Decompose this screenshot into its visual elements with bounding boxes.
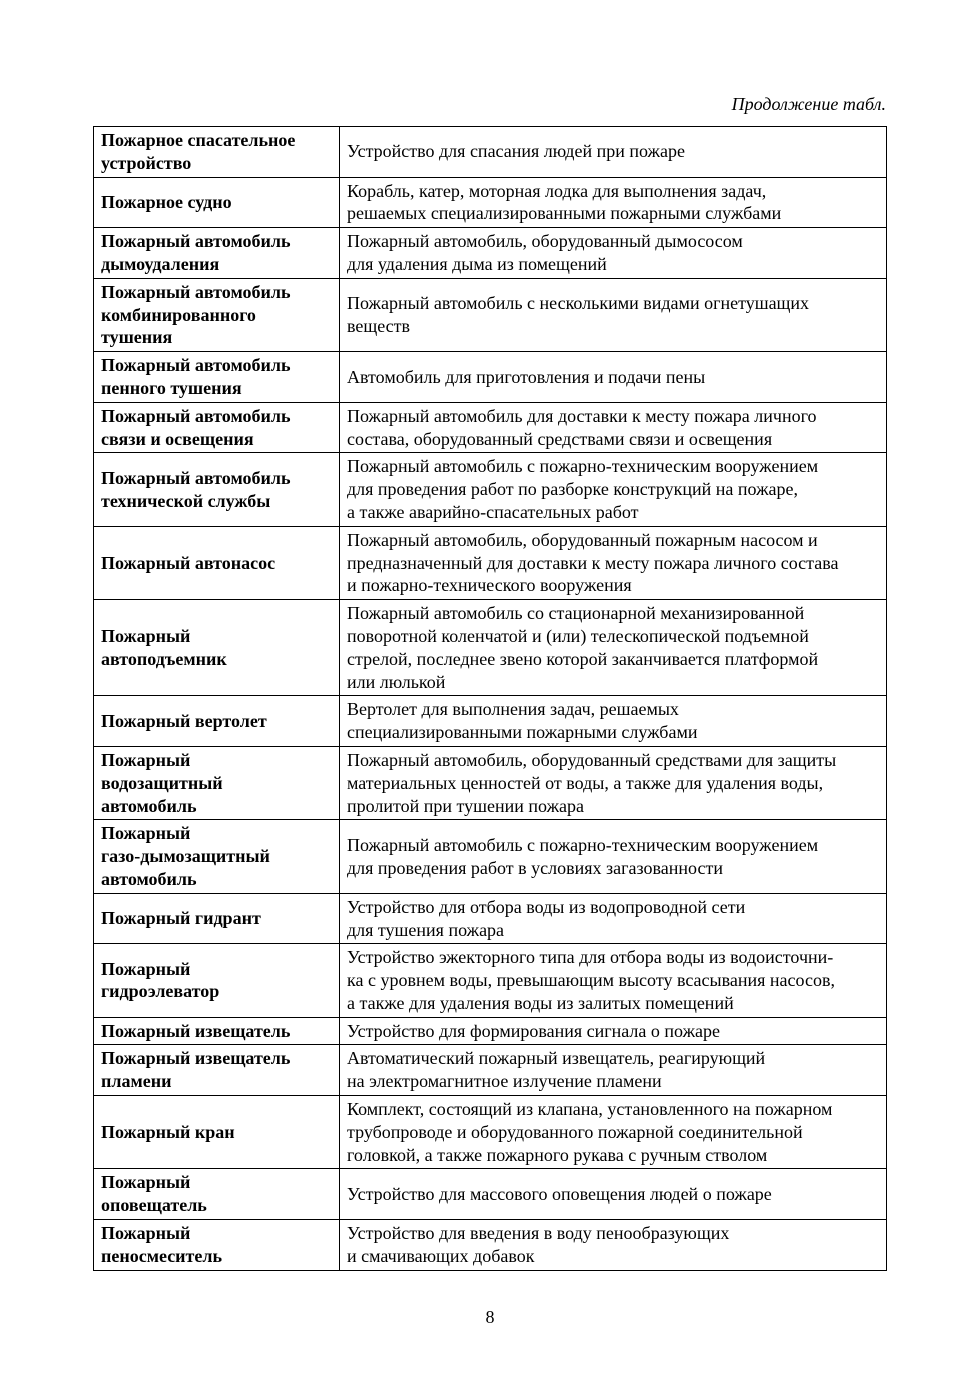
table-row [94, 453, 887, 526]
term-line: Пожарный [101, 749, 191, 770]
term-cell [94, 453, 340, 526]
term-line: Пожарный автомобиль [101, 405, 291, 426]
definition-line: головкой, а также пожарного рукава с ручным стволом [347, 1144, 768, 1165]
term-line: Пожарный [101, 1172, 191, 1193]
definition-cell [340, 352, 887, 403]
table-continuation-caption: Продолжение табл. [731, 94, 886, 114]
term-cell [94, 944, 340, 1017]
term-cell [94, 820, 340, 893]
term-line: Пожарный гидрант [101, 908, 261, 929]
term-line: пенного тушения [101, 377, 242, 398]
term-line: Пожарный извещатель [101, 1020, 291, 1041]
definition-line: для проведения работ в условиях загазованности [347, 857, 723, 878]
term-line: Пожарный автомобиль [101, 231, 291, 252]
definition-cell [340, 526, 887, 599]
term-line: Пожарное спасательное [101, 130, 296, 150]
definition-line: Пожарный автомобиль с пожарно-техническим вооружением [347, 834, 819, 855]
table-row [94, 526, 887, 599]
term-line: Пожарный [101, 823, 191, 844]
term-line: Пожарный автомобиль [101, 467, 291, 488]
term-line: Пожарный кран [101, 1121, 235, 1142]
definition-line: Корабль, катер, моторная лодка для выполнения задач, [347, 180, 767, 201]
definition-cell [340, 1096, 887, 1169]
definition-line: Комплект, состоящий из клапана, установленного на пожарном [347, 1099, 833, 1120]
table-row [94, 893, 887, 944]
term-cell [94, 1220, 340, 1271]
term-line: пламени [101, 1071, 172, 1092]
term-line: автомобиль [101, 868, 197, 889]
definition-line: состава, оборудованный средствами связи и освещения [347, 428, 773, 449]
table-row [94, 1220, 887, 1271]
definition-line: Устройство для введения в воду пенообразующих [347, 1223, 730, 1244]
definition-cell [340, 402, 887, 453]
definition-line: Автомобиль для приготовления и подачи пены [347, 366, 706, 387]
definition-line: трубопроводе и оборудованного пожарной соединительной [347, 1121, 803, 1142]
definition-line: на электромагнитное излучение пламени [347, 1071, 662, 1092]
definition-line: Автоматический пожарный извещатель, реагирующий [347, 1048, 766, 1069]
definition-cell [340, 228, 887, 279]
definition-line: Пожарный автомобиль, оборудованный пожарным насосом и [347, 529, 818, 550]
definition-line: а также аварийно-спасательных работ [347, 501, 639, 522]
definition-line: специализированными пожарными службами [347, 722, 698, 743]
definition-line: Устройство для массового оповещения людей о пожаре [347, 1183, 772, 1204]
definition-cell [340, 127, 887, 178]
term-line: Пожарный вертолет [101, 710, 267, 731]
table-row [94, 1096, 887, 1169]
definition-line: Вертолет для выполнения задач, решаемых [347, 699, 679, 720]
table-row [94, 402, 887, 453]
definition-line: стрелой, последнее звено которой заканчивается платформой [347, 648, 819, 669]
definition-line: для проведения работ по разборке конструкций на пожаре, [347, 479, 799, 500]
definition-line: для удаления дыма из помещений [347, 253, 607, 274]
term-cell [94, 228, 340, 279]
table-row [94, 1045, 887, 1096]
term-line: технической службы [101, 490, 271, 511]
definition-line: веществ [347, 315, 411, 336]
term-line: оповещатель [101, 1195, 207, 1216]
term-cell [94, 696, 340, 747]
term-line: Пожарный автонасос [101, 552, 276, 573]
page-number: 8 [485, 1307, 495, 1327]
table-row [94, 1017, 887, 1045]
term-line: водозащитный [101, 772, 223, 793]
definition-line: и смачивающих добавок [347, 1245, 535, 1266]
table-row [94, 352, 887, 403]
table-row [94, 746, 887, 819]
table-row [94, 696, 887, 747]
definition-line: Пожарный автомобиль со стационарной механизированной [347, 603, 805, 624]
definition-line: а также для удаления воды из залитых помещений [347, 992, 734, 1013]
term-line: Пожарный автомобиль [101, 281, 291, 302]
table-row [94, 820, 887, 893]
definition-cell [340, 820, 887, 893]
glossary-table [93, 126, 887, 1271]
term-cell [94, 526, 340, 599]
term-line: Пожарный [101, 625, 191, 646]
definition-line: предназначенный для доставки к месту пожара личного состава [347, 552, 839, 573]
table-row [94, 944, 887, 1017]
definition-line: Устройство для отбора воды из водопроводной сети [347, 896, 746, 917]
table-row [94, 127, 887, 178]
definition-cell [340, 944, 887, 1017]
term-line: Пожарный автомобиль [101, 355, 291, 376]
term-line: гидроэлеватор [101, 981, 220, 1002]
definition-line: пролитой при тушении пожара [347, 795, 585, 816]
definition-cell [340, 1017, 887, 1045]
term-line: дымоудаления [101, 253, 220, 274]
term-cell [94, 893, 340, 944]
term-line: комбинированного [101, 304, 256, 325]
term-cell [94, 402, 340, 453]
definition-cell [340, 177, 887, 228]
term-cell [94, 127, 340, 178]
term-line: Пожарный извещатель [101, 1048, 291, 1069]
definition-cell [340, 453, 887, 526]
term-line: Пожарный [101, 1223, 191, 1244]
definition-cell [340, 1045, 887, 1096]
term-cell [94, 746, 340, 819]
table-row [94, 278, 887, 351]
definition-line: Устройство для спасания людей при пожаре [347, 141, 685, 162]
table-row [94, 177, 887, 228]
definition-line: или люлькой [347, 671, 446, 692]
term-cell [94, 278, 340, 351]
definition-cell [340, 696, 887, 747]
term-cell [94, 1096, 340, 1169]
term-line: автоподъемник [101, 648, 227, 669]
definition-cell [340, 600, 887, 696]
definition-line: Пожарный автомобиль с пожарно-техническим вооружением [347, 456, 819, 477]
term-cell [94, 1017, 340, 1045]
term-line: Пожарный [101, 958, 191, 979]
definition-line: и пожарно-технического вооружения [347, 575, 632, 596]
definition-cell [340, 1220, 887, 1271]
table-row [94, 228, 887, 279]
term-line: устройство [101, 152, 192, 173]
definition-line: Пожарный автомобиль для доставки к месту пожара личного [347, 405, 817, 426]
definition-cell [340, 1169, 887, 1220]
term-line: газо-дымозащитный [101, 846, 270, 867]
definition-line: поворотной коленчатой и (или) телескопической подъемной [347, 625, 809, 646]
definition-line: ка с уровнем воды, превышающим высоту всасывания насосов, [347, 970, 835, 991]
term-cell [94, 1169, 340, 1220]
term-cell [94, 1045, 340, 1096]
term-cell [94, 352, 340, 403]
definition-line: Устройство для формирования сигнала о пожаре [347, 1020, 721, 1041]
definition-cell [340, 893, 887, 944]
definition-line: решаемых специализированными пожарными службами [347, 203, 782, 224]
definition-line: Пожарный автомобиль, оборудованный средствами для защиты [347, 749, 837, 770]
term-line: связи и освещения [101, 428, 254, 449]
term-line: автомобиль [101, 795, 197, 816]
definition-line: материальных ценностей от воды, а также для удаления воды, [347, 772, 824, 793]
definition-line: Пожарный автомобиль с несколькими видами огнетушащих [347, 293, 810, 314]
term-cell [94, 177, 340, 228]
definition-line: Устройство эжекторного типа для отбора воды из водоисточни- [347, 947, 834, 968]
glossary-table-body [94, 127, 887, 1271]
table-row [94, 600, 887, 696]
definition-line: для тушения пожара [347, 919, 505, 940]
term-line: пеносмеситель [101, 1245, 222, 1266]
definition-cell [340, 746, 887, 819]
table-row [94, 1169, 887, 1220]
term-line: Пожарное судно [101, 191, 232, 212]
definition-cell [340, 278, 887, 351]
definition-line: Пожарный автомобиль, оборудованный дымососом [347, 231, 743, 252]
term-line: тушения [101, 327, 173, 348]
term-cell [94, 600, 340, 696]
